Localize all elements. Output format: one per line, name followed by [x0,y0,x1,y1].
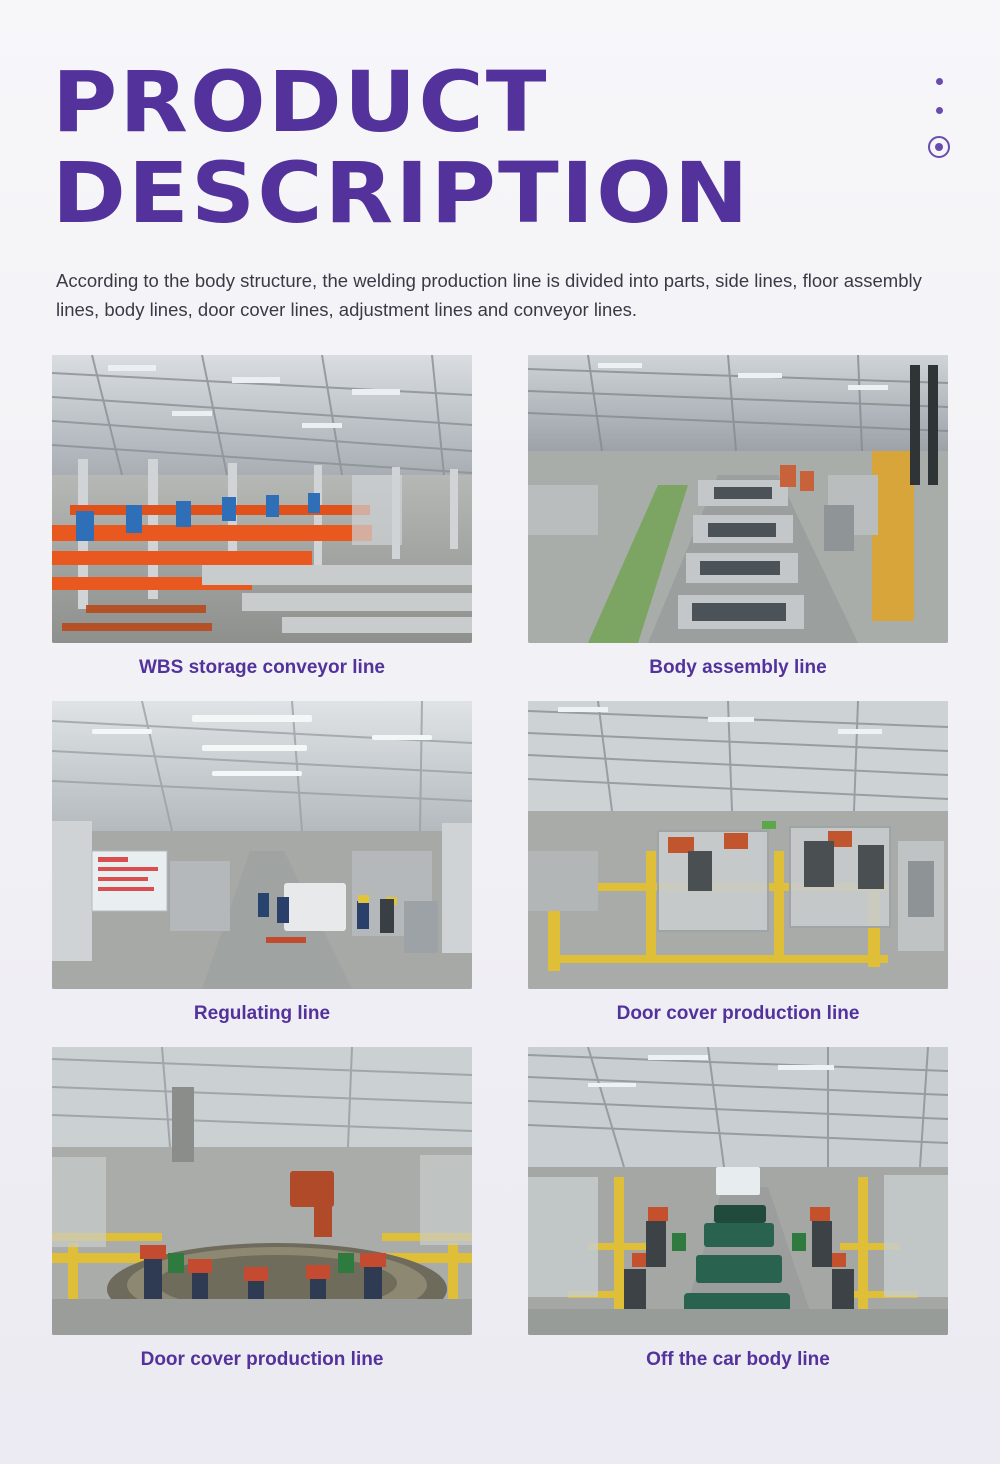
gallery-item[interactable] [528,355,948,695]
pagination-dot-1[interactable] [936,78,943,85]
gallery-item[interactable] [528,701,948,1041]
gallery-item-caption: Door cover production line [616,1002,860,1024]
gallery-item-caption: Regulating line [193,1002,331,1024]
gallery-item[interactable] [52,701,472,1041]
gallery-item[interactable] [52,1047,472,1387]
gallery-item-caption: Off the car body line [646,1348,830,1370]
gallery-item[interactable] [52,355,472,695]
body-assembly-line-photo[interactable] [528,355,948,643]
gallery-item-caption: Body assembly line [649,656,827,678]
regulating-line-photo[interactable] [52,701,472,989]
gallery-item-caption: Door cover production line [140,1348,384,1370]
intro-paragraph: According to the body structure, the welding production line is divided into parts, side lines, floor assembly lines, body lines, door cover lines, adjustment lines and conveyor lines. [56,270,922,320]
page-title-line-1: PRODUCT [52,53,549,151]
page-title [52,53,752,242]
door-cover-production-line-photo[interactable] [528,701,948,989]
gallery-item-caption: WBS storage conveyor line [138,656,385,678]
page-title-line-2: DESCRIPTION [52,143,751,242]
pagination-dots[interactable] [928,78,950,158]
wbs-storage-conveyor-line-photo[interactable] [52,355,472,643]
image-gallery [52,355,948,1387]
pagination-dot-2[interactable] [936,107,943,114]
off-the-car-body-line-photo[interactable] [528,1047,948,1335]
page-header [0,0,1000,242]
door-cover-production-line-photo-2[interactable] [52,1047,472,1335]
pagination-dot-active[interactable] [928,136,950,158]
gallery-item[interactable] [528,1047,948,1387]
